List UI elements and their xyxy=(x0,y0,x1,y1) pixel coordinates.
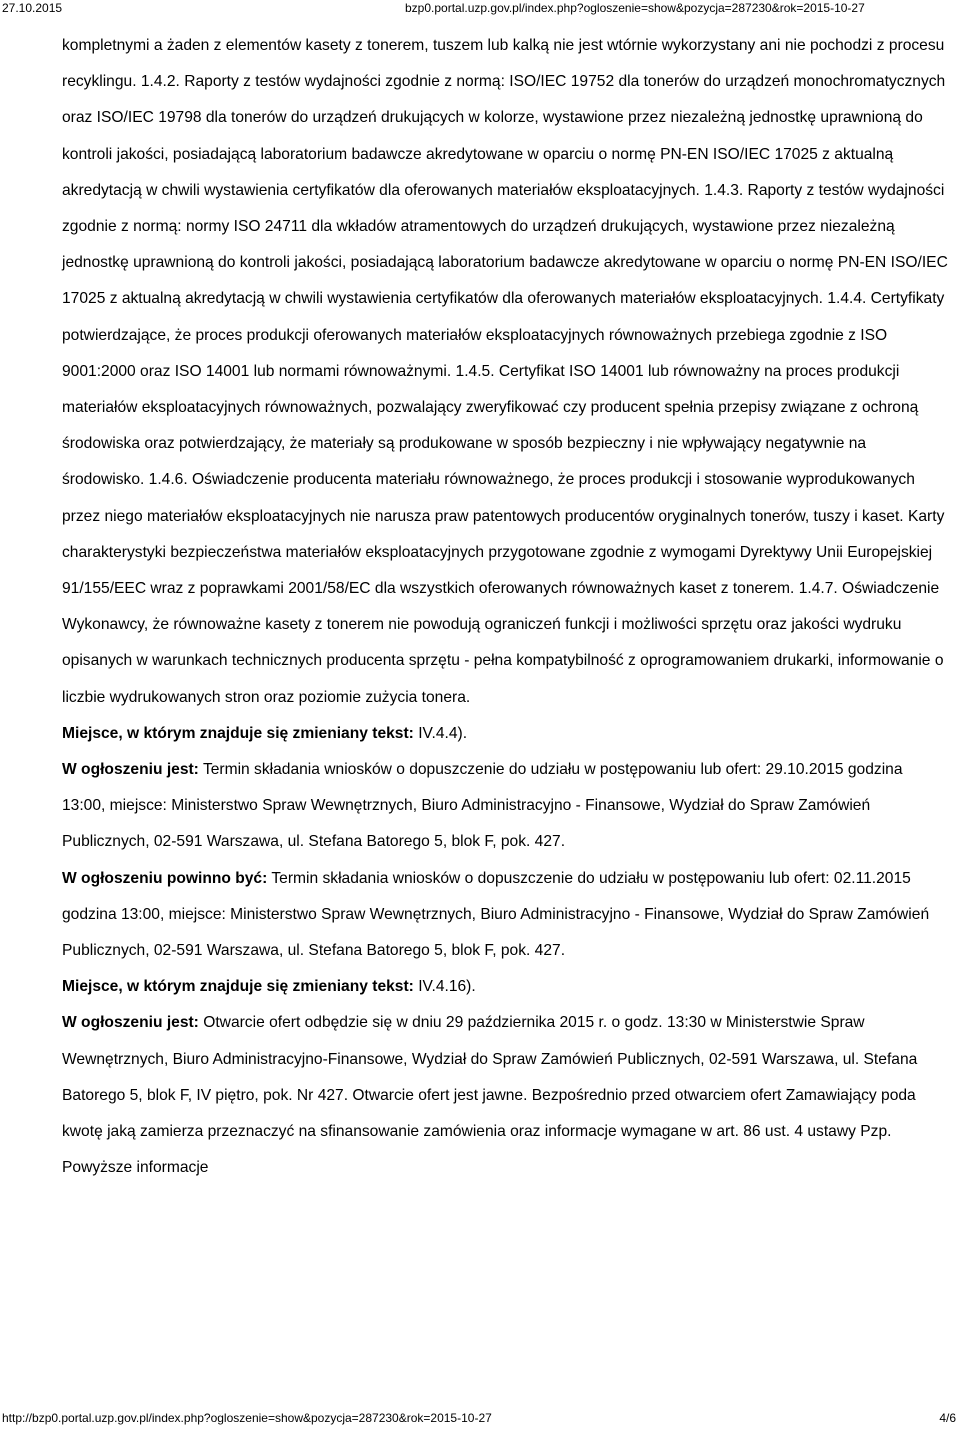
change-2-is-label: W ogłoszeniu jest: xyxy=(62,1014,199,1032)
change-1-is-label: W ogłoszeniu jest: xyxy=(62,761,199,779)
change-2-place xyxy=(62,969,948,1005)
change-1-place xyxy=(62,716,948,752)
print-footer xyxy=(0,1410,960,1428)
change-2-place-value: IV.4.16). xyxy=(413,978,476,996)
print-header xyxy=(0,0,960,18)
print-footer-url: http://bzp0.portal.uzp.gov.pl/index.php?ogloszenie=show&pozycja=287230&rok=2015-10-27 xyxy=(2,1411,492,1425)
change-2-is-value: Otwarcie ofert odbędzie się w dniu 29 października 2015 r. o godz. 13:30 w Ministerstwie Spraw Wewnętrznych, Biuro Administracyjno-Finansowe, Wydział do Spraw Zamówień Publicznych, 02-591 Warszawa, ul. Stefana Batorego 5, blok F, IV piętro, pok. Nr 427. Otwarcie ofert jest jawne. Bezpośrednio przed otwarciem ofert Zamawiający poda kwotę jaką zamierza przeznaczyć na sfinansowanie zamówienia oraz informacje wymagane w art. 86 ust. 4 ustawy Pzp. Powyższe informacje xyxy=(62,1014,918,1177)
page-number: 4/6 xyxy=(939,1411,956,1425)
change-2-place-label: Miejsce, w którym znajduje się zmieniany tekst: xyxy=(62,978,414,996)
paragraph-requirements: kompletnymi a żaden z elementów kasety z tonerem, tuszem lub kalką nie jest wtórnie wykorzystany ani nie pochodzi z procesu recyklingu. 1.4.2. Raporty z testów wydajności zgodnie z normą: ISO/IEC 19752 dla tonerów do urządzeń monochromatycznych oraz ISO/IEC 19798 dla tonerów do urządzeń drukujących w kolorze, wystawione przez niezależną jednostkę uprawnioną do kontroli jakości, posiadającą laboratorium badawcze akredytowane w oparciu o normę PN-EN ISO/IEC 17025 z aktualną akredytacją w chwili wystawienia certyfikatów dla oferowanych materiałów eksploatacyjnych. 1.4.3. Raporty z testów wydajności zgodnie z normą: normy ISO 24711 dla wkładów atramentowych do urządzeń drukujących, wystawione przez niezależną jednostkę uprawnioną do kontroli jakości, posiadającą laboratorium badawcze akredytowane w oparciu o normę PN-EN ISO/IEC 17025 z aktualną akredytacją w chwili wystawienia certyfikatów dla oferowanych materiałów eksploatacyjnych. 1.4.4. Certyfikaty potwierdzające, że proces produkcji oferowanych materiałów eksploatacyjnych równoważnych przebiega zgodnie z ISO 9001:2000 oraz ISO 14001 lub normami równoważnymi. 1.4.5. Certyfikat ISO 14001 lub równoważny na proces produkcji materiałów eksploatacyjnych równoważnych, pozwalający zweryfikować czy producent spełnia przepisy związane z ochroną środowiska oraz potwierdzający, że materiały są produkowane w sposób bezpieczny i nie wpływający negatywnie na środowisko. 1.4.6. Oświadczenie producenta materiału równoważnego, że proces produkcji i stosowanie wyprodukowanych przez niego materiałów eksploatacyjnych nie narusza praw patentowych producentów oryginalnych tonerów, tuszy i kaset. Karty charakterystyki bezpieczeństwa materiałów eksploatacyjnych przygotowane zgodnie z wymogami Dyrektywy Unii Europejskiej 91/155/EEC wraz z poprawkami 2001/58/EC dla wszystkich oferowanych równoważnych kaset z tonerem. 1.4.7. Oświadczenie Wykonawcy, że równoważne kasety z tonerem nie powodują ograniczeń funkcji i możliwości sprzętu oraz jakości wydruku opisanych w warunkach technicznych producenta sprzętu - pełna kompatybilność z oprogramowaniem drukarki, informowanie o liczbie wydrukowanych stron oraz poziomie zużycia tonera. xyxy=(62,37,948,706)
change-1-should-value: Termin składania wniosków o dopuszczenie do udziału w postępowaniu lub ofert: 02.11.2015 godzina 13:00, miejsce: Ministerstwo Spraw Wewnętrznych, Biuro Administracyjno - Finansowe, Wydział do Spraw Zamówień Publicznych, 02-591 Warszawa, ul. Stefana Batorego 5, blok F, pok. 427. xyxy=(62,869,930,960)
change-1-should-label: W ogłoszeniu powinno być: xyxy=(62,869,268,887)
change-1-is xyxy=(62,752,948,861)
change-1-place-value: IV.4.4). xyxy=(413,724,468,742)
change-1-place-label: Miejsce, w którym znajduje się zmieniany tekst: xyxy=(62,724,414,742)
print-date: 27.10.2015 xyxy=(2,1,63,15)
document-body xyxy=(62,28,948,1187)
change-2-is xyxy=(62,1005,948,1186)
change-1-should xyxy=(62,861,948,970)
print-header-url: bzp0.portal.uzp.gov.pl/index.php?ogloszenie=show&pozycja=287230&rok=2015-10-27 xyxy=(405,1,865,15)
change-1-is-value: Termin składania wniosków o dopuszczenie do udziału w postępowaniu lub ofert: 29.10.2015 godzina 13:00, miejsce: Ministerstwo Spraw Wewnętrznych, Biuro Administracyjno - Finansowe, Wydział do Spraw Zamówień Publicznych, 02-591 Warszawa, ul. Stefana Batorego 5, blok F, pok. 427. xyxy=(62,761,903,851)
